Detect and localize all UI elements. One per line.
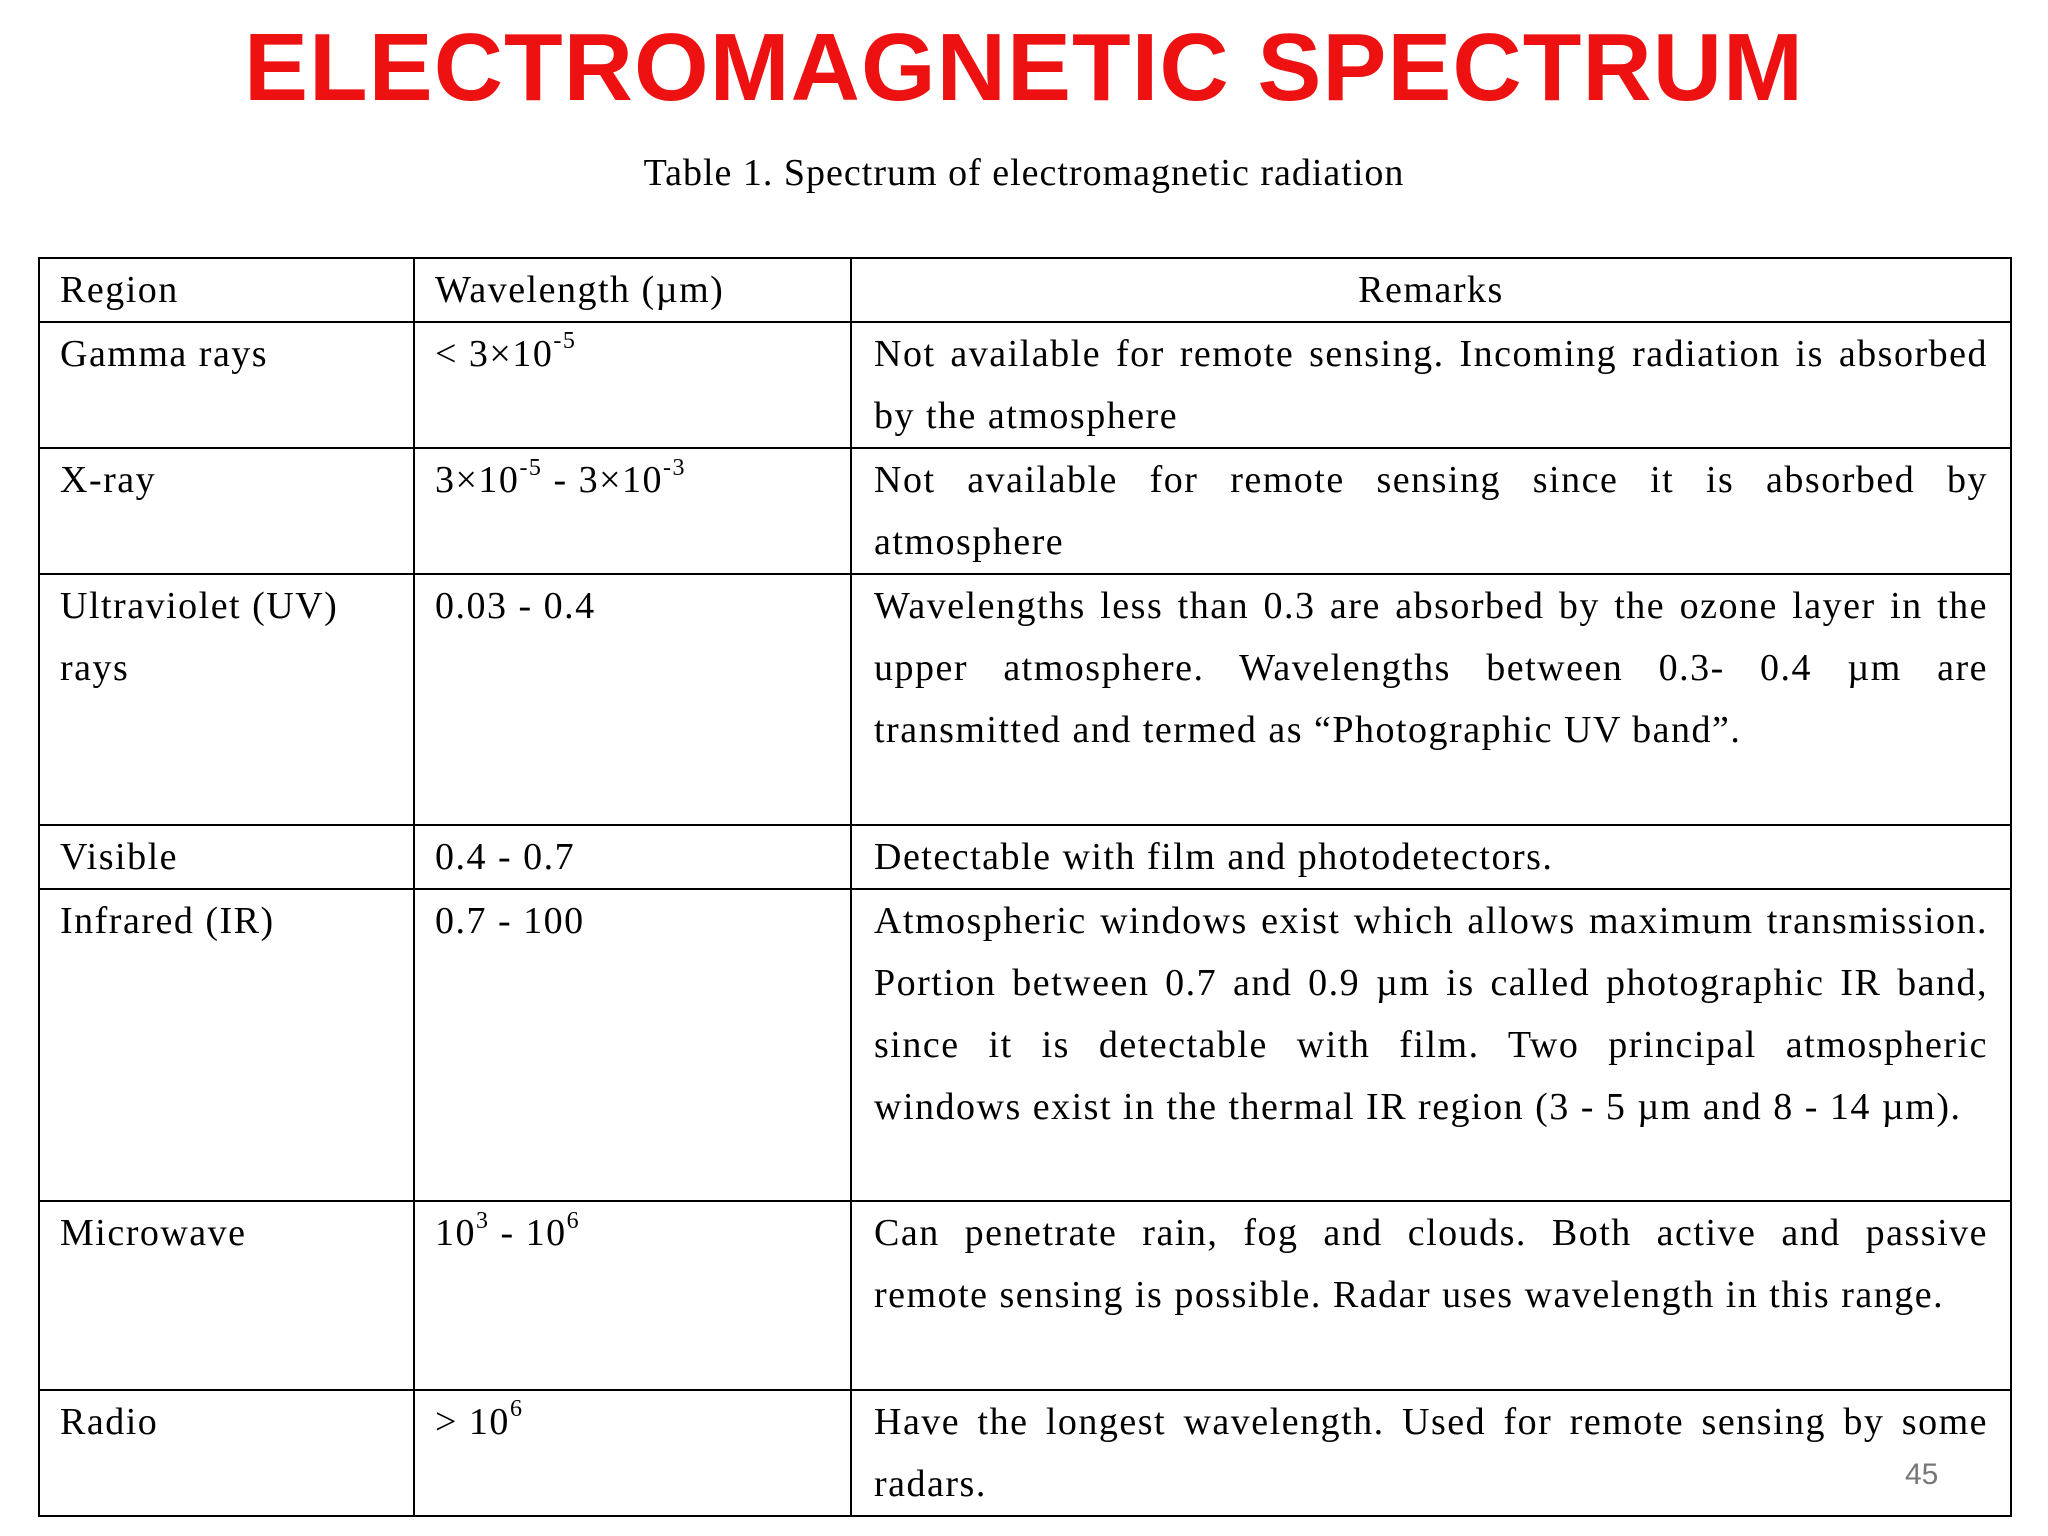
- table-row-gamma: [39, 322, 2011, 448]
- wavelength-cell: $3\times 10^{-5} - 3\times 10^{-3}$: [414, 448, 851, 574]
- wavelength-cell: 0.03 - 0.4: [414, 574, 851, 824]
- region-cell: Infrared (IR): [39, 889, 414, 1202]
- table-row-microwave: [39, 1201, 2011, 1389]
- remarks-cell: Atmospheric windows exist which allows maximum transmission. Portion between 0.7 and 0.9 µm is called photographic IR band, since it is detectable with film. Two principal atmospheric windows exist in the thermal IR region (3 - 5 µm and 8 - 14 µm).: [851, 889, 2011, 1202]
- page-number: 45: [1905, 1458, 1939, 1491]
- table-row-visible: [39, 825, 2011, 889]
- region-cell: Gamma rays: [39, 322, 414, 448]
- table-row-infrared: [39, 889, 2011, 1202]
- wavelength-cell: > $10^6$: [414, 1390, 851, 1516]
- remarks-cell: Have the longest wavelength. Used for remote sensing by some radars.: [851, 1390, 2011, 1516]
- region-cell: Radio: [39, 1390, 414, 1516]
- wavelength-cell: < $3\times 10^{-5}$: [414, 322, 851, 448]
- region-cell: Visible: [39, 825, 414, 889]
- table-row-radio: [39, 1390, 2011, 1516]
- remarks-cell: Can penetrate rain, fog and clouds. Both active and passive remote sensing is possible. Radar uses wavelength in this range.: [851, 1201, 2011, 1389]
- column-header-remarks: Remarks: [851, 258, 2011, 322]
- remarks-cell: Detectable with film and photodetectors.: [851, 825, 2011, 889]
- region-cell: Ultraviolet (UV) rays: [39, 574, 414, 824]
- slide-title: ELECTROMAGNETIC SPECTRUM: [244, 14, 1804, 121]
- column-header-region: Region: [39, 258, 414, 322]
- wavelength-cell: $10^3 - 10^6$: [414, 1201, 851, 1389]
- wavelength-cell: 0.7 - 100: [414, 889, 851, 1202]
- spectrum-table: [38, 257, 2012, 1517]
- wavelength-cell: 0.4 - 0.7: [414, 825, 851, 889]
- table-caption: Table 1. Spectrum of electromagnetic radiation: [643, 152, 1405, 194]
- region-cell: Microwave: [39, 1201, 414, 1389]
- remarks-cell: Wavelengths less than 0.3 are absorbed by the ozone layer in the upper atmosphere. Wavelengths between 0.3- 0.4 µm are transmitted and termed as “Photographic UV band”.: [851, 574, 2011, 824]
- remarks-cell: Not available for remote sensing. Incoming radiation is absorbed by the atmosphere: [851, 322, 2011, 448]
- table-header-row: [39, 258, 2011, 322]
- table-row-ultraviolet: [39, 574, 2011, 824]
- table-row-xray: [39, 448, 2011, 574]
- region-cell: X-ray: [39, 448, 414, 574]
- remarks-cell: Not available for remote sensing since it is absorbed by atmosphere: [851, 448, 2011, 574]
- column-header-wavelength: Wavelength (µm): [414, 258, 851, 322]
